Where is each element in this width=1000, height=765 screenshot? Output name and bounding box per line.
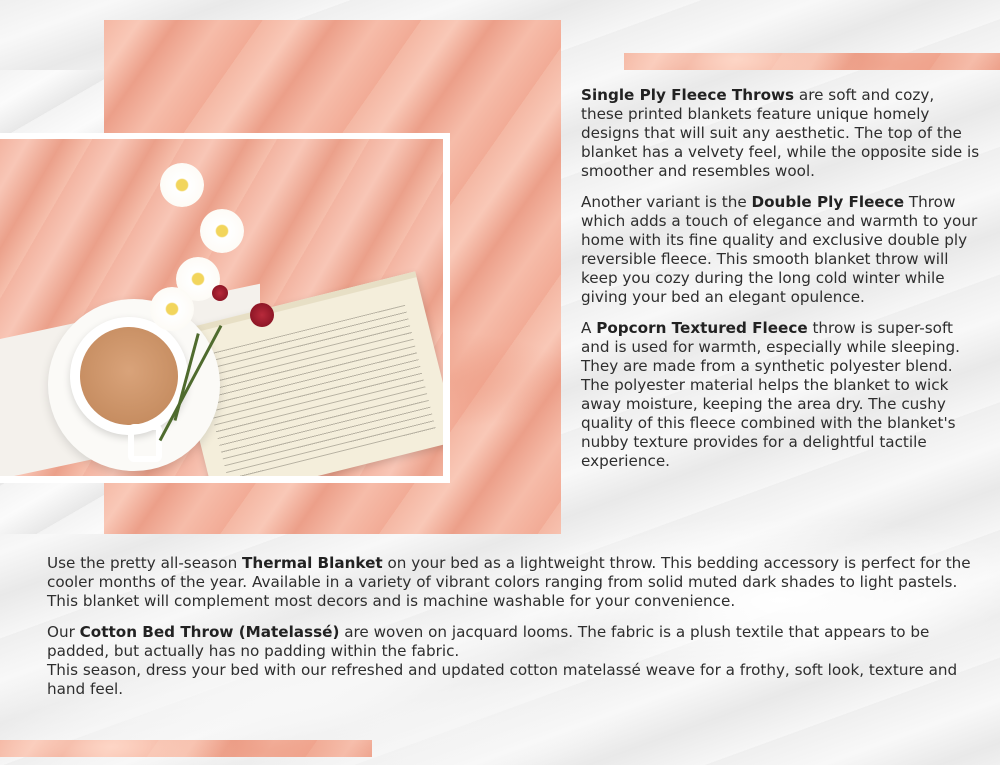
cup-handle bbox=[128, 424, 162, 462]
paragraph-text: are woven on jacquard looms. The fabric is a plush textile that appears to be padded, but actually has no padding within the fabric. bbox=[47, 623, 930, 660]
paragraph-text: This season, dress your bed with our refreshed and updated cotton matelassé weave for a frothy, soft look, texture and hand feel. bbox=[47, 661, 958, 698]
paragraph-text: Throw which adds a touch of elegance and warmth to your home with its fine quality and exclusive double ply reversible fleece. This smooth blanket throw will keep you cozy during the long cold winter while giving your bed an elegant opulence. bbox=[581, 193, 978, 306]
red-flower bbox=[250, 303, 274, 327]
coffee bbox=[80, 327, 178, 425]
white-flower bbox=[160, 163, 204, 207]
coffee-book-photo bbox=[0, 139, 443, 476]
pink-fleece-strip-bottom bbox=[0, 740, 372, 757]
heading-popcorn: Popcorn Textured Fleece bbox=[596, 319, 808, 337]
heading-double-ply: Double Ply Fleece bbox=[751, 193, 905, 211]
paragraph-text: are soft and cozy, these printed blankets feature unique homely designs that will suit any aesthetic. The top of the blanket has a velvety feel, while the opposite side is smoother and resembles wool. bbox=[581, 86, 980, 180]
book-text-lines bbox=[197, 305, 436, 476]
pink-fleece-strip-top bbox=[624, 53, 1000, 70]
paragraph-double-ply bbox=[581, 193, 981, 307]
paragraph-cotton bbox=[47, 623, 977, 699]
white-flower bbox=[150, 287, 194, 331]
paragraph-text: Another variant is the bbox=[581, 193, 752, 211]
coffee-book-photo-frame bbox=[0, 133, 450, 483]
heading-thermal: Thermal Blanket bbox=[242, 554, 383, 572]
white-flower bbox=[200, 209, 244, 253]
paragraph-text: Our bbox=[47, 623, 80, 641]
paragraph-text: Use the pretty all-season bbox=[47, 554, 243, 572]
paragraph-text: on your bed as a lightweight throw. This bedding accessory is perfect for the cooler months of the year. Available in a variety of vibrant colors ranging from solid muted dark shades to light pastels. This blanket will complement most decors and is machine washable for your convenience. bbox=[47, 554, 971, 610]
paragraph-popcorn bbox=[581, 319, 981, 471]
product-description-bottom bbox=[47, 554, 977, 711]
paragraph-text: throw is super-soft and is used for warmth, especially while sleeping. They are made from a synthetic polyester blend. The polyester material helps the blanket to wick away moisture, keeping the area dry. The cushy quality of this fleece combined with the blanket's nubby texture provides for a delightful tactile experience. bbox=[581, 319, 960, 470]
paragraph-text: A bbox=[581, 319, 597, 337]
product-description-column bbox=[581, 86, 981, 483]
paragraph-thermal bbox=[47, 554, 977, 611]
heading-cotton: Cotton Bed Throw (Matelassé) bbox=[79, 623, 340, 641]
heading-single-ply: Single Ply Fleece Throws bbox=[581, 86, 795, 104]
red-flower bbox=[212, 285, 228, 301]
paragraph-single-ply bbox=[581, 86, 981, 181]
